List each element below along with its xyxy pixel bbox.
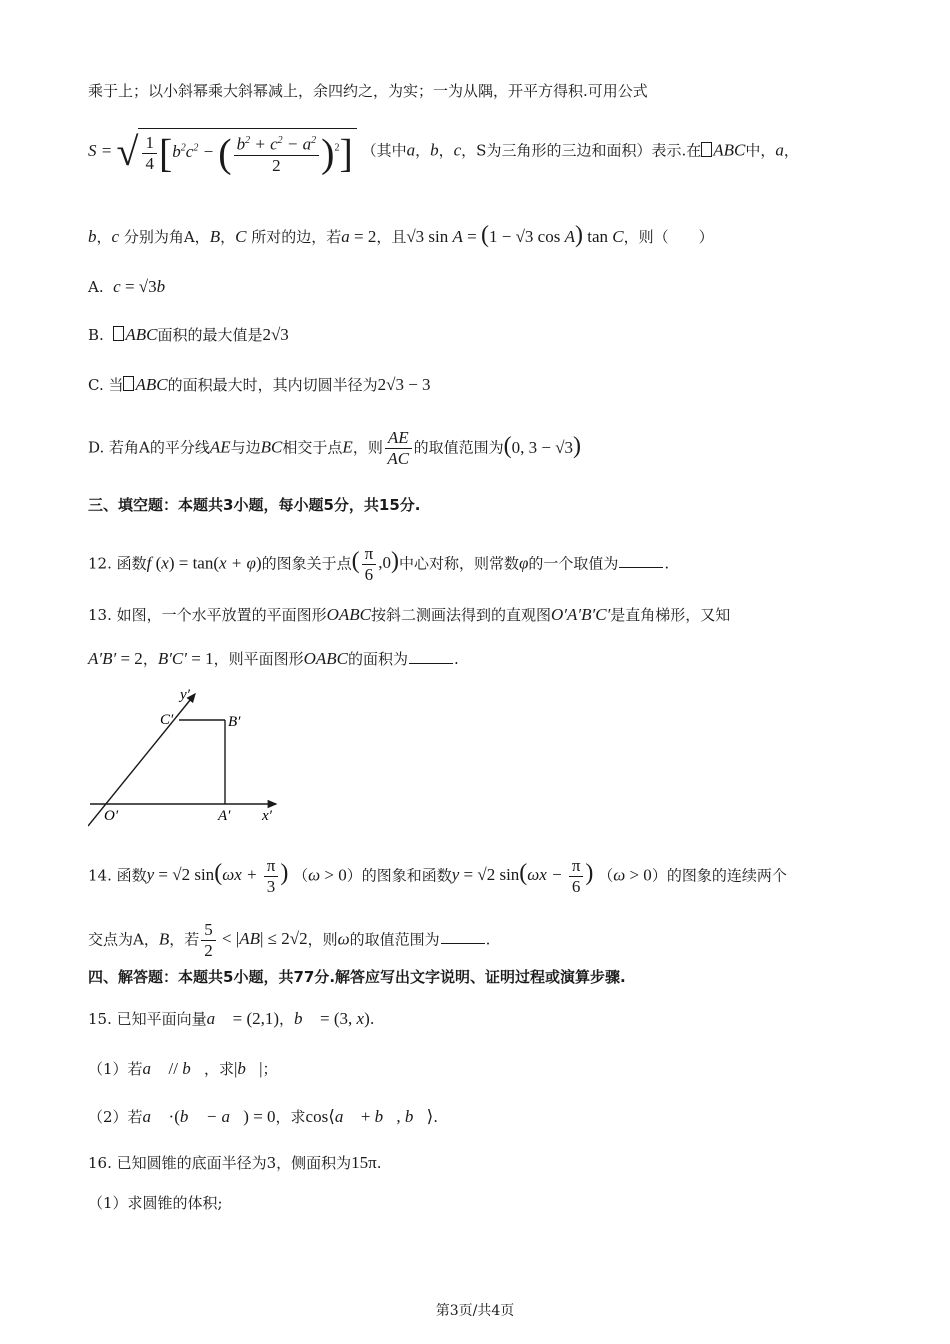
question-14-line2: 交点为A，B，若 $\frac{5}{2}$ < |AB| ≤ 2√2，则ω的取值范围为 . <box>88 920 491 960</box>
label-a: A′ <box>218 808 231 824</box>
text-line <box>88 80 648 102</box>
question-15: 15. 已知平面向量a⃗ = (2,1)，b⃗ = (3, x). <box>88 1009 375 1028</box>
question-16-part1: （1）求圆锥的体积; <box>88 1194 223 1212</box>
formula: S = √ $\frac{1}{4}$ [$b^2c^2$ − ( $\frac{b^2 + c^2 - a^2}{2}$ )$^2$] <box>88 141 357 160</box>
label-c: C′ <box>160 712 174 728</box>
question-15-part1: （1）若a⃗ // b⃗，求|b⃗|； <box>88 1059 278 1078</box>
page-footer: 第3页/共4页 <box>435 1303 515 1319</box>
option-d: D. 若角A的平分线AE与边BC相交于点E，则 $\frac{AE}{AC}$ 的取值范围为(0, 3 − √3) <box>88 428 582 468</box>
heron-formula-line: S = √ $\frac{1}{4}$ [$b^2c^2$ − ( $\frac{b^2 + c^2 - a^2}{2}$ )$^2$] （其中a，b，c，S为三角形的三边和面积）表示.在 ABC中，a， <box>88 128 799 176</box>
option-c: C. 当 ABC的面积最大时，其内切圆半径为2√3 − 3 <box>88 375 431 394</box>
label-y: y′ <box>180 687 190 703</box>
condition-line: b，c 分别为角A，B，C 所对的边，若a = 2，且√3 sin A = (1 − √3 cos A) tan C，则（ ） <box>88 222 714 248</box>
paragraph-text: 乘于上；以小斜幂乘大斜幂减上，余四约之，为实；一为从隅，开平方得积.可用公式 <box>88 82 648 100</box>
formula-note: （其中 <box>361 141 407 160</box>
question-13-line1: 13. 如图，一个水平放置的平面图形OABC按斜二测画法得到的直观图O′A′B′C′是直角梯形，又知 <box>88 605 731 624</box>
y-axis <box>88 694 195 826</box>
question-12: 12. 函数f (x) = tan(x + φ)的图象关于点( $\frac{\pi}{6}$ ,0)中心对称，则常数φ的一个取值为 . <box>88 544 670 584</box>
label-o: O′ <box>104 808 119 824</box>
label-x: x′ <box>262 808 272 824</box>
oblique-trapezoid-figure <box>88 686 288 828</box>
section-4-heading: 四、解答题：本题共5小题，共77分.解答应写出文字说明、证明过程或演算步骤. <box>88 968 626 986</box>
question-16: 16. 已知圆锥的底面半径为3，侧面积为15π. <box>88 1153 382 1172</box>
option-b: B. ABC面积的最大值是2√3 <box>88 325 289 344</box>
option-a: A. c = √3b <box>88 277 166 296</box>
label-b: B′ <box>228 714 241 730</box>
question-13-line2: A′B′ = 2，B′C′ = 1，则平面图形OABC的面积为 . <box>88 649 459 668</box>
question-15-part2: （2）若a⃗ ·(b⃗ − a⃗) = 0，求cos⟨a⃗ + b⃗, b⃗⟩. <box>88 1107 439 1126</box>
question-14-line1: 14. 函数y = √2 sin(ωx + $\frac{\pi}{3}$ ) （ω > 0）的图象和函数y = √2 sin(ωx − $\frac{\pi}{6}$ ) （ω > 0）的图象的连续两个 <box>88 856 787 896</box>
section-3-heading: 三、填空题：本题共3小题，每小题5分，共15分. <box>88 496 421 514</box>
